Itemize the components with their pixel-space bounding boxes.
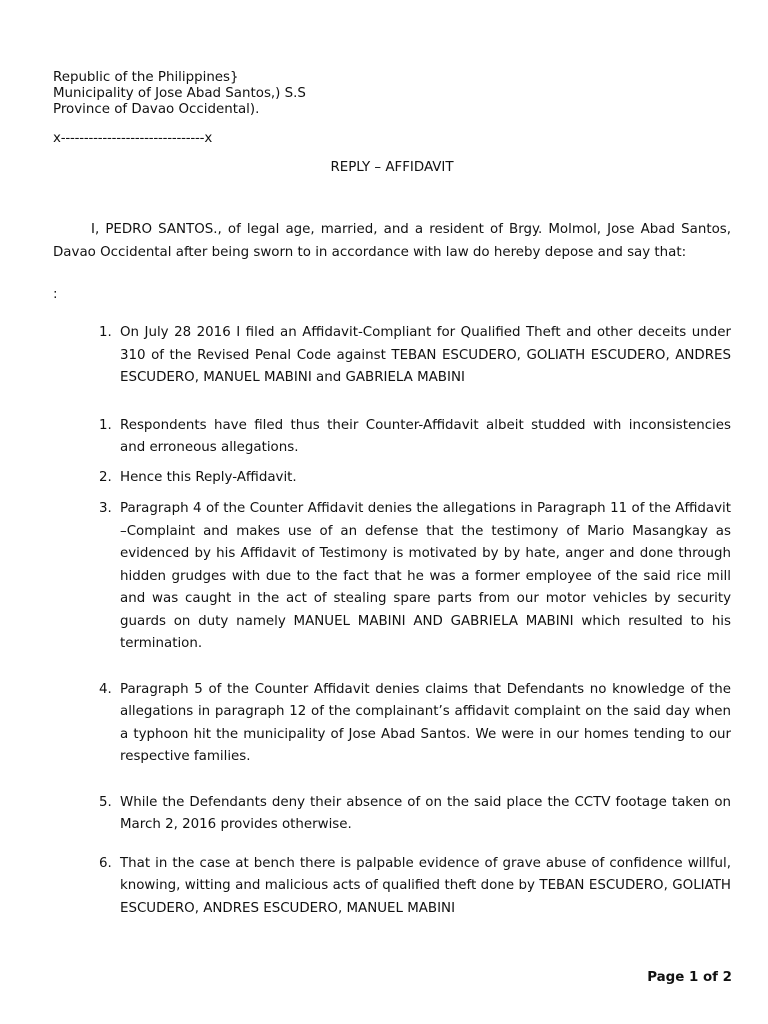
list-item-text: Paragraph 5 of the Counter Affidavit denies claims that Defendants no knowledge of the allegations in paragraph 12 of the complainant’s affidavit complaint on the said day when a typhoon hit the municipality of Jose Abad Santos. We were in our homes tending to our respective families. bbox=[120, 681, 731, 764]
venue-line-country: Republic of the Philippines} bbox=[53, 70, 239, 85]
list-item-number: 4. bbox=[99, 681, 112, 697]
list-item-text: While the Defendants deny their absence of on the said place the CCTV footage taken on March 2, 2016 provides otherwise. bbox=[120, 794, 731, 832]
list-item-text: On July 28 2016 I filed an Affidavit-Compliant for Qualified Theft and other deceits under 310 of the Revised Penal Code against TEBAN ESCUDERO, GOLIATH ESCUDERO, ANDRES ESCUDERO, MANUEL MABINI and GABRIELA MABINI bbox=[120, 325, 731, 385]
list-item-text: That in the case at bench there is palpable evidence of grave abuse of confidence willful, knowing, witting and malicious acts of qualified theft done by TEBAN ESCUDERO, GOLIATH ESCUDERO, ANDRES ESCUDERO, MANUEL MABINI bbox=[120, 855, 731, 916]
venue-header bbox=[53, 70, 306, 118]
list-item bbox=[53, 498, 731, 656]
list-item-number: 5. bbox=[99, 794, 112, 810]
list-item-number: 1. bbox=[99, 417, 112, 433]
list-item-text: Hence this Reply-Affidavit. bbox=[120, 469, 297, 485]
list-item bbox=[53, 415, 731, 460]
numbered-list bbox=[53, 322, 731, 920]
list-item-number: 6. bbox=[99, 855, 112, 871]
venue-separator: x-------------------------------x bbox=[53, 131, 213, 146]
list-item bbox=[53, 322, 731, 390]
intro-paragraph: I, PEDRO SANTOS., of legal age, married, and a resident of Brgy. Molmol, Jose Abad Santos, Davao Occidental after being sworn to in accordance with law do hereby depose and say that: bbox=[53, 222, 731, 260]
list-item bbox=[53, 792, 731, 837]
page-number: Page 1 of 2 bbox=[647, 970, 732, 985]
venue-line-municipality: Municipality of Jose Abad Santos,) S.S bbox=[53, 86, 306, 101]
venue-line-province: Province of Davao Occidental). bbox=[53, 102, 260, 117]
intro-paragraph-block bbox=[53, 219, 731, 264]
list-item-number: 1. bbox=[99, 325, 112, 340]
list-item bbox=[53, 467, 731, 490]
list-item-text: Paragraph 4 of the Counter Affidavit denies the allegations in Paragraph 11 of the Affidavit –Complaint and makes use of an defense that the testimony of Mario Masangkay as evidenced by his Affidavit of Testimony is motivated by by hate, anger and done through hidden grudges with due to the fact that he was a former employee of the said rice mill and was caught in the act of stealing spare parts from our motor vehicles by security guards on duty namely MANUEL MABINI AND GABRIELA MABINI which resulted to his termination. bbox=[120, 501, 731, 651]
stray-colon: : bbox=[53, 287, 58, 302]
list-item-number: 2. bbox=[99, 469, 112, 485]
list-item-number: 3. bbox=[99, 501, 112, 516]
document-title: REPLY – AFFIDAVIT bbox=[330, 160, 454, 175]
list-item bbox=[53, 679, 731, 769]
list-item bbox=[53, 853, 731, 921]
list-item-text: Respondents have filed thus their Counter-Affidavit albeit studded with inconsistencies and erroneous allegations. bbox=[120, 417, 731, 455]
